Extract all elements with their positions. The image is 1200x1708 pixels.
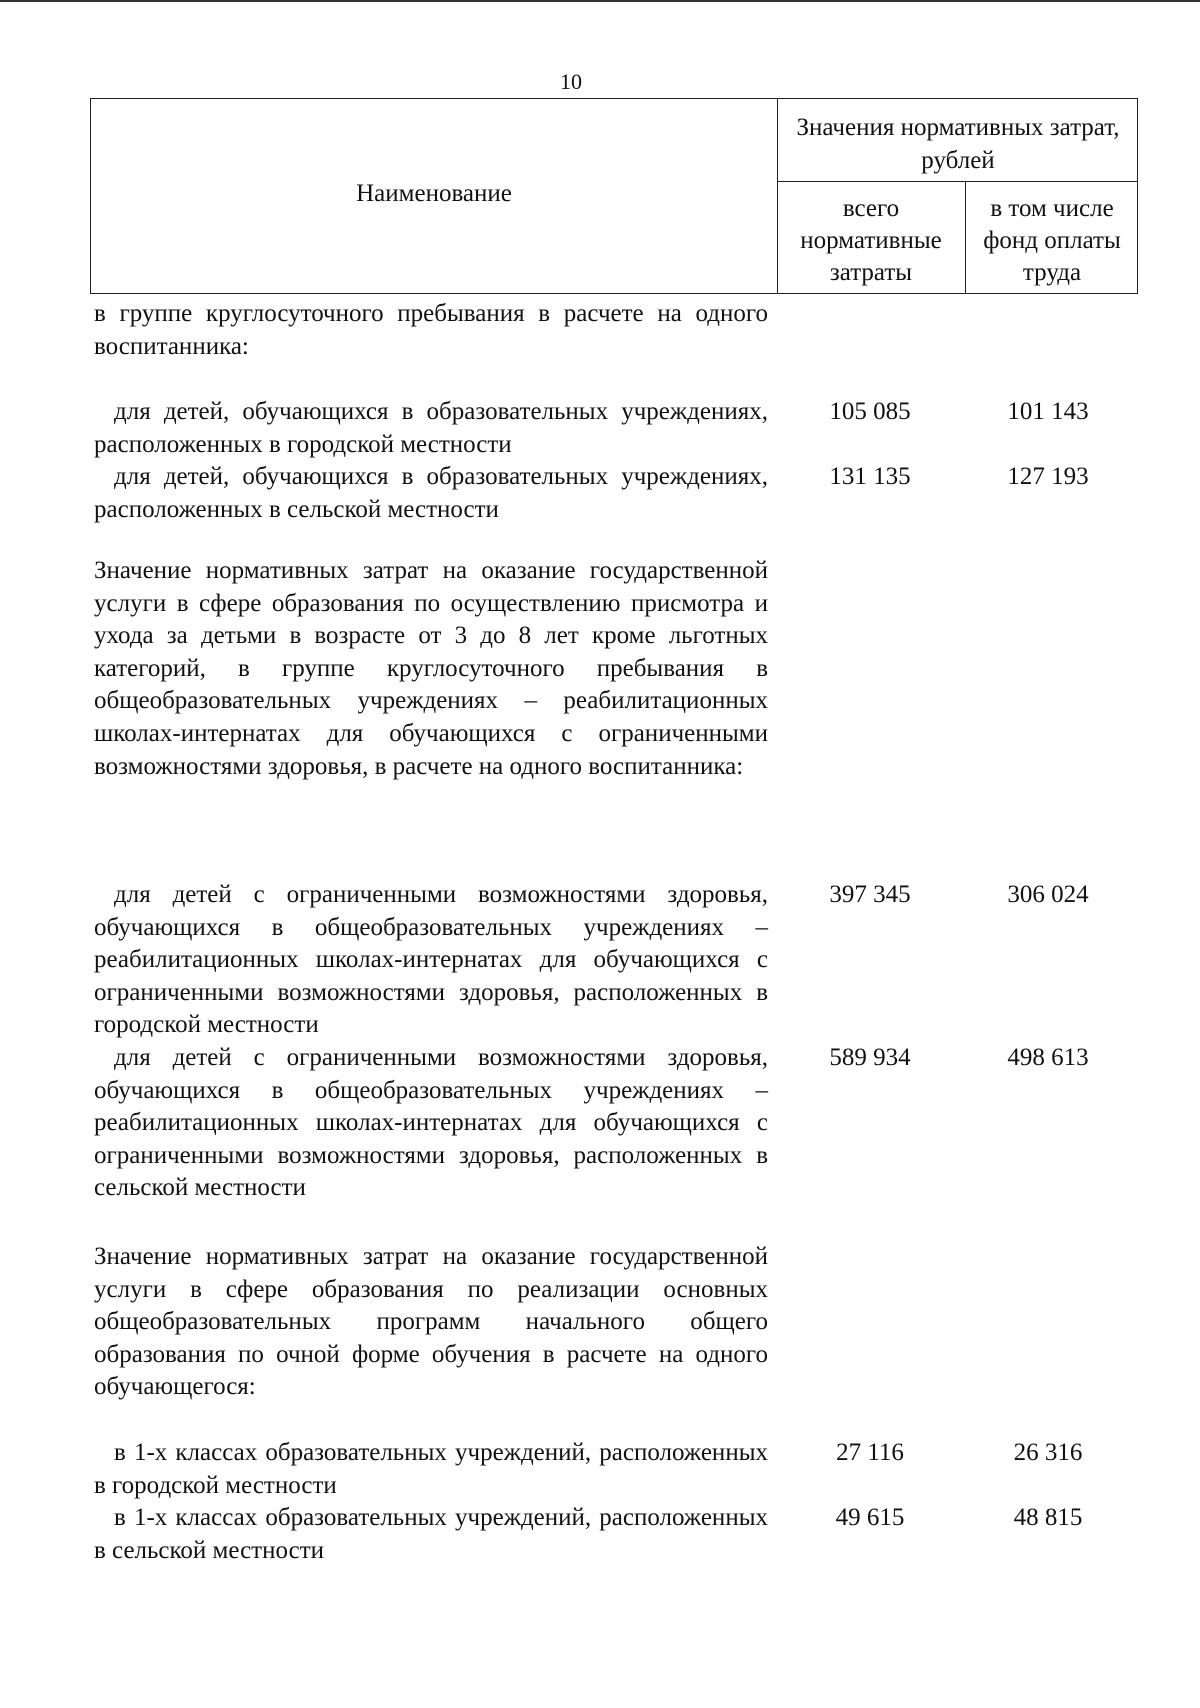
item-wage-value: 48 815: [1013, 1504, 1083, 1531]
header-divider: [777, 181, 1137, 182]
item-text: для детей, обучающихся в образовательных учреждениях, расположенных в сельской местности: [94, 463, 768, 523]
item-total-value: 397 345: [829, 881, 911, 908]
item-text: в 1-х классах образовательных учреждений, расположенных в городской местности: [94, 1439, 768, 1499]
item-text: в 1-х классах образовательных учреждений, расположенных в сельской местности: [94, 1504, 768, 1564]
page-top-rule: [0, 0, 1200, 2]
item-total-value: 105 085: [829, 398, 911, 425]
item-wage-value: 127 193: [1007, 463, 1089, 490]
page-number: 10: [560, 69, 582, 94]
header-name-column: Наименование: [356, 180, 512, 207]
section-text: Значение нормативных затрат на оказание государственной услуги в сфере образования по реализации основных общеобразовательных программ начального общего образования по очной форме обучения в расчете на одного обучающегося:: [94, 1243, 768, 1401]
item-wage-value: 498 613: [1007, 1044, 1089, 1071]
table-header: [90, 98, 1138, 294]
item-wage-value: 101 143: [1007, 398, 1089, 425]
section-text: в группе круглосуточного пребывания в расчете на одного воспитанника:: [94, 300, 768, 360]
item-wage-value: 306 024: [1007, 881, 1089, 908]
item-total-value: 131 135: [829, 463, 911, 490]
item-total-value: 27 116: [836, 1439, 904, 1466]
item-total-value: 49 615: [835, 1504, 905, 1531]
header-wage-column: в том числе фонд оплаты труда: [983, 195, 1121, 286]
item-text: для детей с ограниченными возможностями здоровья, обучающихся в общеобразовательных учреждениях – реабилитационных школах-интернатах для обучающихся с ограниченными возможностями здоровья, расположенных в сельской местности: [94, 1044, 768, 1202]
item-wage-value: 26 316: [1013, 1439, 1083, 1466]
item-text: для детей, обучающихся в образовательных учреждениях, расположенных в городской местности: [94, 398, 768, 458]
item-total-value: 589 934: [829, 1044, 911, 1071]
item-text: для детей с ограниченными возможностями здоровья, обучающихся в общеобразовательных учреждениях – реабилитационных школах-интернатах для обучающихся с ограниченными возможностями здоровья, расположенных в городской местности: [94, 881, 768, 1039]
section-text: Значение нормативных затрат на оказание государственной услуги в сфере образования по осуществлению присмотра и ухода за детьми в возрасте от 3 до 8 лет кроме льготных категорий, в группе круглосуточного пребывания в общеобразовательных учреждениях – реабилитационных школах-интернатах для обучающихся с ограниченными возможностями здоровья, в расчете на одного воспитанника:: [94, 557, 768, 780]
header-values-column: Значения нормативных затрат, рублей: [796, 114, 1120, 174]
header-total-column: всего нормативные затраты: [800, 195, 942, 286]
